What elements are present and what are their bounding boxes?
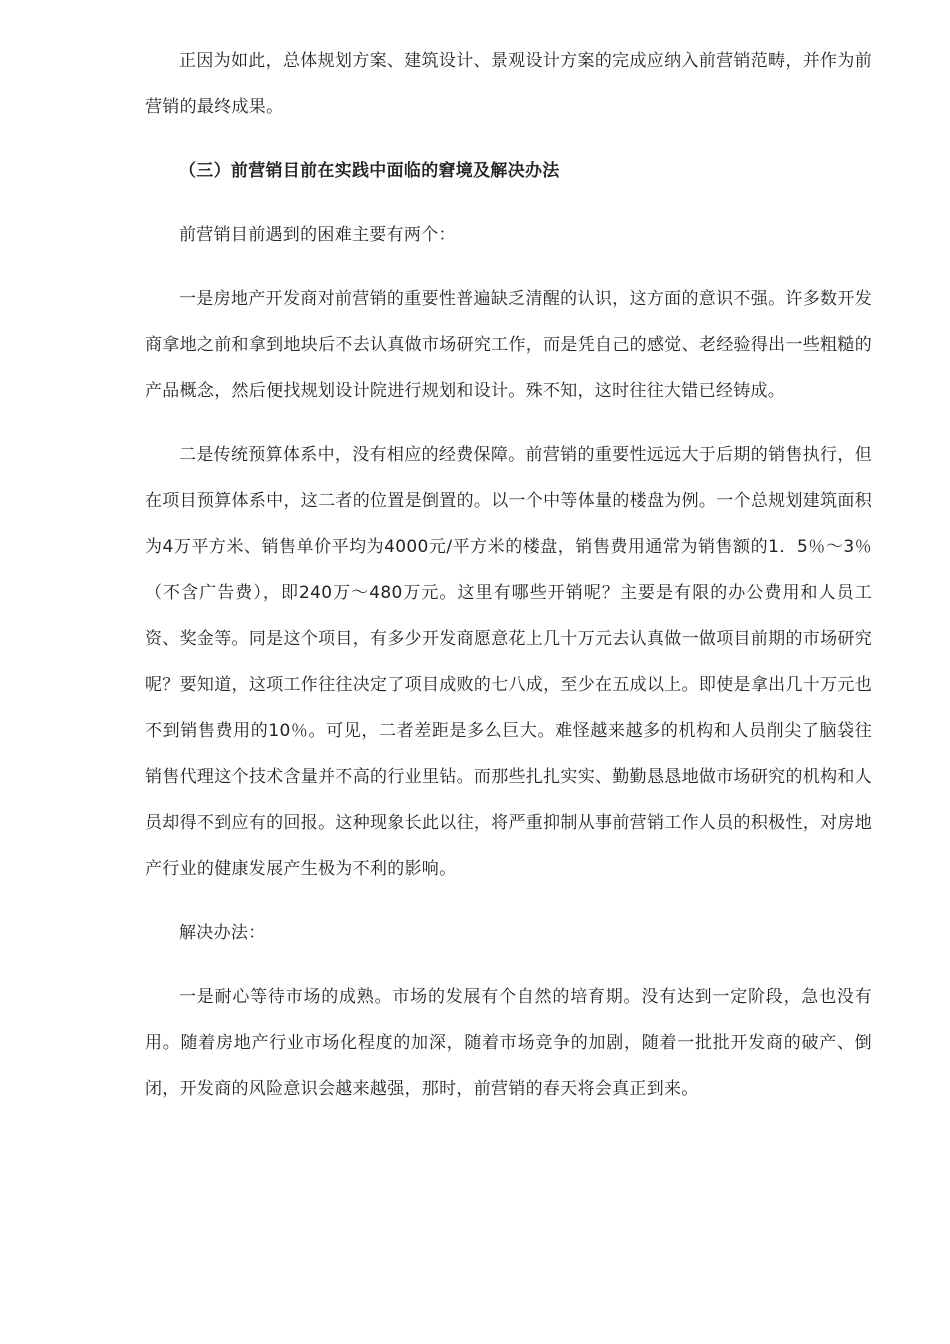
document-page — [145, 38, 872, 1112]
paragraph-difficulty-1: 一是房地产开发商对前营销的重要性普遍缺乏清醒的认识，这方面的意识不强。许多数开发商拿地之前和拿到地块后不去认真做市场研究工作，而是凭自己的感觉、老经验得出一些粗糙的产品概念，然后便找规划设计院进行规划和设计。殊不知，这时往往大错已经铸成。 — [145, 289, 872, 401]
paragraph-difficulty-2: 二是传统预算体系中，没有相应的经费保障。前营销的重要性远远大于后期的销售执行，但在项目预算体系中，这二者的位置是倒置的。以一个中等体量的楼盘为例。一个总规划建筑面积为4万平方米、销售单价平均为4000元/平方米的楼盘，销售费用通常为销售额的1．5％～3％（不含广告费），即240万～480万元。这里有哪些开销呢？主要是有限的办公费用和人员工资、奖金等。同是这个项目，有多少开发商愿意花上几十万元去认真做一做项目前期的市场研究呢？要知道，这项工作往往决定了项目成败的七八成，至少在五成以上。即使是拿出几十万元也不到销售费用的10％。可见，二者差距是多么巨大。难怪越来越多的机构和人员削尖了脑袋往销售代理这个技术含量并不高的行业里钻。而那些扎扎实实、勤勤恳恳地做市场研究的机构和人员却得不到应有的回报。这种现象长此以往，将严重抑制从事前营销工作人员的积极性，对房地产行业的健康发展产生极为不利的影响。 — [145, 445, 872, 879]
section-heading: （三）前营销目前在实践中面临的窘境及解决办法 — [179, 161, 560, 181]
paragraph-solutions-label: 解决办法： — [179, 923, 266, 943]
paragraph-conclusion: 正因为如此，总体规划方案、建筑设计、景观设计方案的完成应纳入前营销范畴，并作为前营销的最终成果。 — [145, 51, 872, 117]
paragraph-intro: 前营销目前遇到的困难主要有两个： — [179, 225, 456, 245]
paragraph-solution-1: 一是耐心等待市场的成熟。市场的发展有个自然的培育期。没有达到一定阶段，急也没有用。随着房地产行业市场化程度的加深，随着市场竞争的加剧，随着一批批开发商的破产、倒闭，开发商的风险意识会越来越强，那时，前营销的春天将会真正到来。 — [145, 987, 872, 1099]
